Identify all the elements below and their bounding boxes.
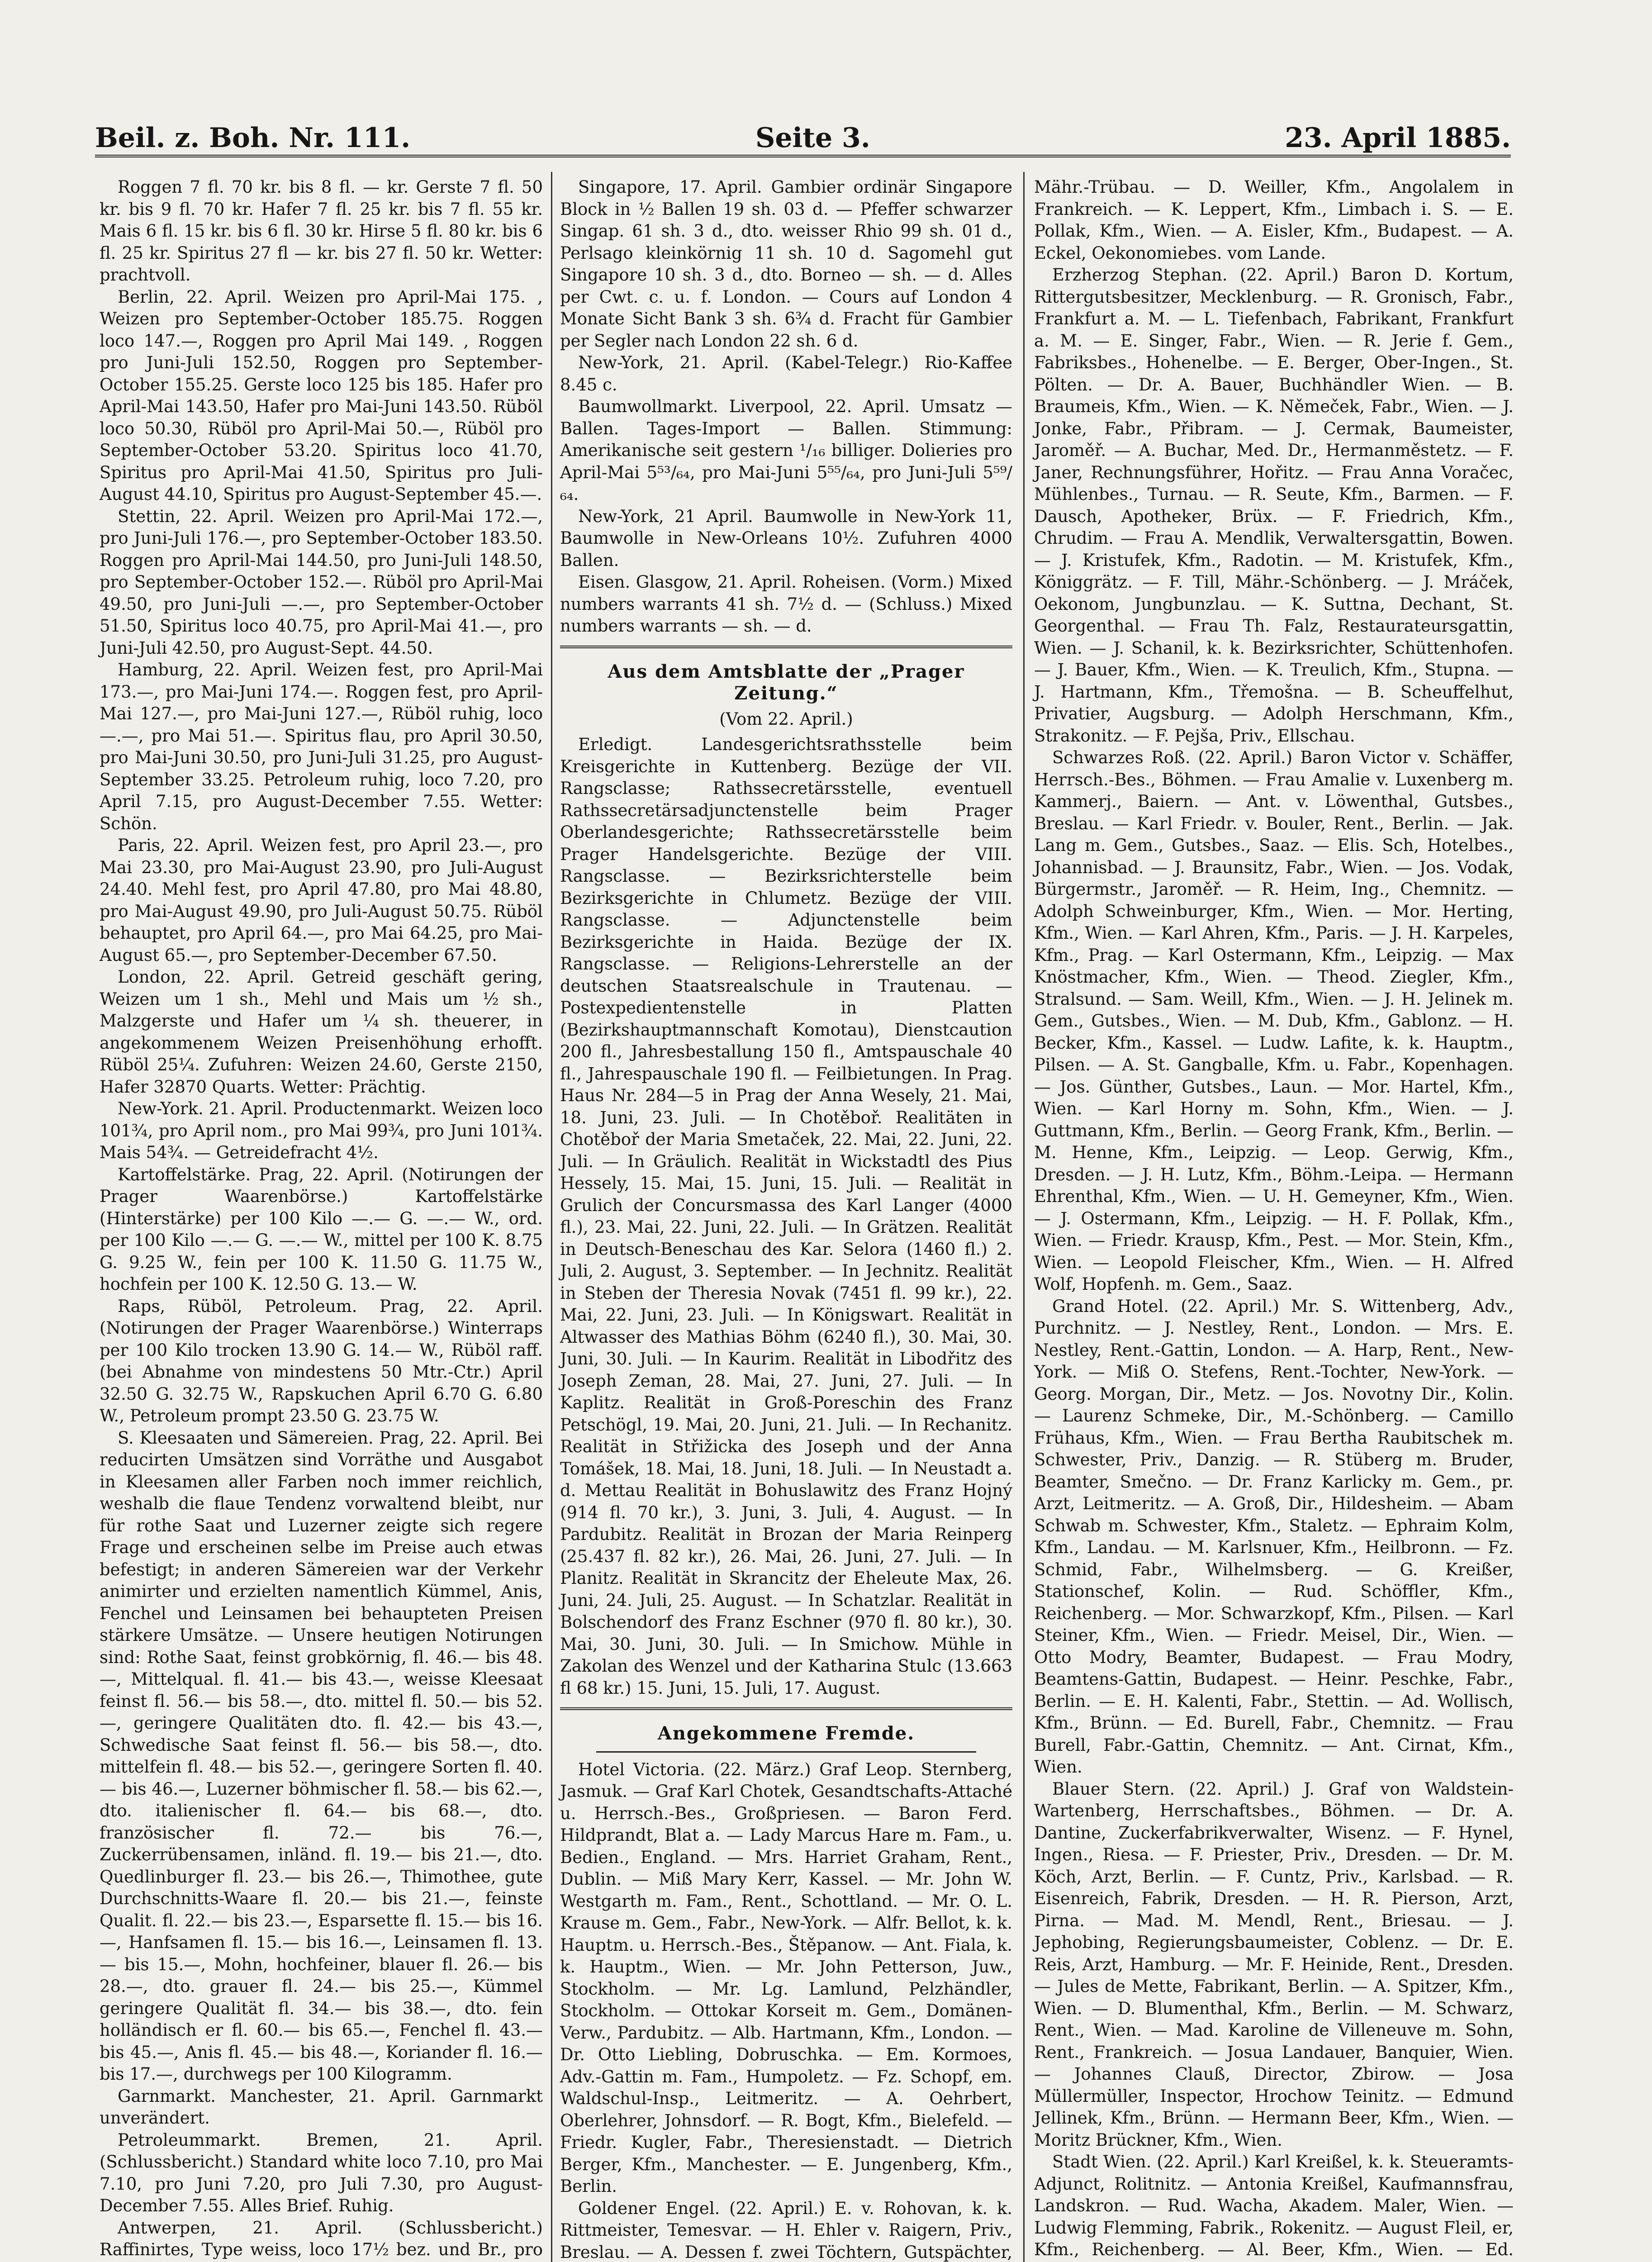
column-rule: [551, 172, 552, 2262]
page-number: Seite 3.: [755, 122, 870, 154]
market-paragraph: New-York, 21. April. (Kabel-Telegr.) Rio-Kaffee 8.45 c.: [560, 353, 1012, 394]
market-paragraph: London, 22. April. Getreid geschäft gering, Weizen um 1 sh., Mehl und Mais um ½ sh., Malzgerste und Hafer um ¼ sh. theuerer, in angekommenem Weizen Preisenhöhung erhofft. Rüböl 25¼. Zufuhren: Weizen 24.60, Gerste 2150, Hafer 32870 Quarts. Wetter: Prächtig.: [100, 967, 543, 1097]
heading-rule: [596, 1751, 976, 1753]
supplement-number: Beil. z. Boh. Nr. 111.: [95, 122, 411, 154]
market-paragraph: Berlin, 22. April. Weizen pro April-Mai 175. , Weizen pro September-October 185.75. Roggen loco 147.—, Roggen pro April Mai 149. , Roggen pro Juni-Juli 152.50, Roggen pro September-October 155.25. Gerste loco 125 bis 185. Hafer pro April-Mai 143.50, Hafer pro Mai-Juni 143.50. Rüböl loco 50.30, Rüböl pro April-Mai 50.—, Rüböl pro September-October 53.20. Spiritus loco 41.70, Spiritus pro April-Mai 41.50, Spiritus pro Juli-August 44.10, Spiritus pro August-September 45.—.: [100, 287, 543, 504]
market-paragraph: Stettin, 22. April. Weizen pro April-Mai 172.—, pro Juni-Juli 176.—, pro September-October 183.50. Roggen pro April-Mai 144.50, pro Juni-Juli 148.50, pro September-October 152.—. Rüböl pro April-Mai 49.50, pro Juni-Juli —.—, pro September-October 51.50, Spiritus loco 40.75, pro April-Mai 41.—, pro Juni-Juli 42.50, pro August-Sept. 44.50.: [100, 506, 543, 658]
column-rule: [1023, 172, 1025, 2262]
arrivals-heading: Angekommene Fremde.: [657, 1723, 915, 1744]
market-paragraph: Eisen. Glasgow, 21. April. Roheisen. (Vorm.) Mixed numbers warrants 41 sh. 7½ d. — (Schluss.) Mixed numbers warrants — sh. — d.: [560, 572, 1012, 636]
amtsblatt-paragraph: Erledigt. Landesgerichtsrathsstelle beim Kreisgerichte in Kuttenberg. Bezüge der VII. Rangsclasse; Rathssecretärsstelle, eventuell Rathssecretärsadjunctenstelle beim Prager Oberlandesgerichte; Rathssecretärsstelle beim Prager Handelsgerichte. Bezüge der VIII. Rangsclasse. — Bezirksrichterstelle beim Bezirksgerichte in Chlumetz. Bezüge der VIII. Rangsclasse. — Adjunctenstelle beim Bezirksgerichte in Haida. Bezüge der IX. Rangsclasse. — Religions-Lehrerstelle an der deutschen Staatsrealschule in Trautenau. — Postexpedientenstelle in Platten (Bezirkshauptmannschaft Komotau), Dienstcaution 200 fl., Jahresbestallung 150 fl., Amtspauschale 40 fl., Jahrespauschale 190 fl. — Feilbietungen. In Prag. Haus Nr. 284—5 in Prag der Anna Wesely, 21. Mai, 18. Juni, 23. Juli. — In Chotěboř. Realitäten in Chotěboř der Maria Smetaček, 22. Mai, 22. Juni, 22. Juli. — In Gräulich. Realität in Wickstadtl des Pius Hessely, 15. Mai, 15. Juni, 15. Juli. — Realität in Grulich der Concursmassa des Karl Langer (4000 fl.), 23. Mai, 22. Juni, 22. Juli. — In Grätzen. Realität in Deutsch-Beneschau des Kar. Selora (1460 fl.) 2. Juli, 2. August, 3. September. — In Jechnitz. Realität in Steben der Theresia Novak (7451 fl. 99 kr.), 22. Mai, 22. Juni, 23. Juli. — In Königswart. Realität in Altwasser des Mathias Böhm (6240 fl.), 30. Mai, 30. Juni, 30. Juli. — In Kaurim. Realität in Libodřitz des Joseph Zeman, 28. Mai, 27. Juni, 27. Juli. — In Kaplitz. Realität in Groß-Poreschin des Franz Petschögl, 19. Mai, 20. Juni, 21. Juli. — In Rechanitz. Realität in Střižicka des Joseph und der Anna Tomášek, 18. Mai, 18. Juni, 18. Juli. — In Neustadt a. d. Mettau Realität in Bohuslawitz des Franz Hojný (914 fl. 70 kr.), 3. Juni, 3. Juli, 4. August. — In Pardubitz. Realität in Brozan der Maria Reinperg (25.437 fl. 82 kr.), 26. Mai, 26. Juni, 27. Juli. — In Planitz. Realität in Skrancitz der Eheleute Max, 26. Juni, 24. Juli, 25. August. — In Schatzlar. Realität in Bolschendorf des Franz Eschner (970 fl. 80 kr.), 30. Mai, 30. Juni, 30. Juli. — In Smichow. Mühle in Zakolan des Wenzel und der Katharina Stulc (13.663 fl 68 kr.) 15. Juni, 15. Juli, 17. August.: [560, 735, 1012, 1698]
amtsblatt-heading: Aus dem Amtsblatte der „Prager Zeitung.“: [608, 661, 965, 704]
hotel-arrivals: Hotel Victoria. (22. März.) Graf Leop. Sternberg, Jasmuk. — Graf Karl Chotek, Gesandtschafts-Attaché u. Herrsch.-Bes., Großpriesen. — Baron Ferd. Hildprandt, Blat a. — Lady Marcus Hare m. Fam., u. Bedien., England. — Mrs. Harriet Graham, Rent., Dublin. — Miß Mary Kerr, Kassel. — Mr. John W. Westgarth m. Fam., Rent., Schottland. — Mr. O. L. Krause m. Gem., Fabr., New-York. — Alfr. Bellot, k. k. Hauptm. u. Herrsch.-Bes., Štěpanow. — Ant. Fiala, k. k. Hauptm., Wien. — Mr. John Petterson, Juw., Stockholm. — Mr. Lg. Lamlund, Pelzhändler, Stockholm. — Ottokar Korseit m. Gem., Domänen-Verw., Pardubitz. — Alb. Hartmann, Kfm., London. — Dr. Otto Liebling, Dobruschka. — Em. Kormoes, Adv.-Gattin m. Fam., Humpoletz. — Fz. Schopf, em. Waldschul-Insp., Leitmeritz. — A. Oehrbert, Oberlehrer, Johnsdorf. — R. Bogt, Kfm., Bielefeld. — Friedr. Kugler, Fabr., Theresienstadt. — Dietrich Berger, Kfm., Manchester. — E. Jungenberg, Kfm., Berlin.: [560, 1759, 1012, 2196]
hotel-arrivals: Stadt Wien. (22. April.) Karl Kreißel, k. k. Steueramts-Adjunct, Rolitnitz. — Antonia Kreißel, Kaufmannsfrau, Landskron. — Rud. Wacha, Akadem. Maler, Wien. — Ludwig Flemming, Fabrik., Rokenitz. — August Fleil, er, Kfm., Reichenberg. — Al. Beer, Kfm., Wien. — Ed.: [1034, 2152, 1514, 2259]
market-paragraph: Singapore, 17. April. Gambier ordinär Singapore Block in ½ Ballen 19 sh. 03 d. — Pfeffer schwarzer Singap. 61 sh. 3 d., dto. weisser Rhio 99 sh. 01 d., Perlsago kleinkörnig 11 sh. 10 d. Sagomehl gut Singapore 10 sh. 3 d., dto. Borneo — sh. — d. Alles per Cwt. c. u. f. London. — Cours auf London 4 Monate Sicht Bank 3 sh. 6¾ d. Fracht für Gambier per Segler nach London 22 sh. 6 d.: [560, 177, 1012, 351]
hotel-arrivals: Mähr.-Trübau. — D. Weiller, Kfm., Angolalem in Frankreich. — K. Leppert, Kfm., Limbach i. S. — E. Pollak, Kfm., Wien. — A. Eisler, Kfm., Budapest. — A. Eckel, Oekonomiebes. vom Lande.: [1034, 177, 1514, 263]
hotel-arrivals: Blauer Stern. (22. April.) J. Graf von Waldstein-Wartenberg, Herrschaftsbes., Böhmen. — Dr. A. Dantine, Zuckerfabrikverwalter, Wisenz. — F. Hynel, Ingen., Riesa. — F. Priester, Priv., Dresden. — Dr. M. Köch, Arzt, Berlin. — F. Cuntz, Priv., Karlsbad. — R. Eisenreich, Fabrik, Dresden. — H. R. Pierson, Arzt, Pirna. — Mad. M. Mendl, Rent., Briesau. — J. Jephobing, Regierungsbaumeister, Coblenz. — Dr. E. Reis, Arzt, Hamburg. — Mr. F. Heinide, Rent., Dresden. — Jules de Mette, Fabrikant, Berlin. — A. Spitzer, Kfm., Wien. — D. Blumenthal, Kfm., Berlin. — M. Schwarz, Rent., Wien. — Mad. Karoline de Villeneuve m. Sohn, Rent., Frankreich. — Josua Landauer, Banquier, Wien. — Johannes Clauß, Director, Zbirow. — Josa Müllermüller, Inspector, Hrochow Teinitz. — Edmund Jellinek, Kfm., Brünn. — Hermann Beer, Kfm., Wien. — Moritz Brückner, Kfm., Wien.: [1034, 1779, 1514, 2150]
market-paragraph: Raps, Rüböl, Petroleum. Prag, 22. April. (Notirungen der Prager Waarenbörse.) Winterraps per 100 Kilo trocken 13.90 G. 14.— W., Rüböl raff. (bei Abnahme von mindestens 50 Mtr.-Ctr.) April 32.50 G. 32.75 W., Rapskuchen April 6.70 G. 6.80 W., Petroleum prompt 23.50 G. 23.75 W.: [100, 1296, 543, 1426]
market-paragraph: New-York. 21. April. Productenmarkt. Weizen loco 101¾, pro April nom., pro Mai 99¾, pro Juni 101¾. Mais 54¾. — Getreidefracht 4½.: [100, 1099, 543, 1162]
market-paragraph: S. Kleesaaten und Sämereien. Prag, 22. April. Bei reducirten Umsätzen sind Vorräthe und Ausgabot in Kleesamen aller Farben noch immer reichlich, weshalb die flaue Tendenz vorwaltend bleibt, nur für rothe Saat und Luzerner zeigte sich regere Frage und erscheinen selbe im Preise auch etwas befestigt; in anderen Sämereien war der Verkehr animirter und erzielten namentlich Kümmel, Anis, Fenchel und Leinsamen bei behaupteten Preisen stärkere Umsätze. — Unsere heutigen Notirungen sind: Rothe Saat, feinst grobkörnig, fl. 46.— bis 48.—, Mittelqual. fl. 41.— bis 43.—, weisse Kleesaat feinst fl. 56.— bis 58.—, dto. mittel fl. 50.— bis 52.—, geringere Qualitäten dto. fl. 42.— bis 43.—, Schwedische Saat feinst fl. 56.— bis 58.—, dto. mittelfein fl. 48.— bis 52.—, geringere Sorten fl. 40.— bis 46.—, Luzerner böhmischer fl. 58.— bis 62.—, dto. italienischer fl. 64.— bis 68.—, dto. französischer fl. 72.— bis 76.—, Zuckerrübensamen, inländ. fl. 19.— bis 21.—, dto. Quedlinburger fl. 23.— bis 26.—, Thimothee, gute Durchschnitts-Waare fl. 20.— bis 21.—, feinste Qualit. fl. 22.— bis 23.—, Esparsette fl. 15.— bis 16.—, Hanfsamen fl. 15.— bis 16.—, Leinsamen fl. 13.— bis 15.—, Mohn, hochfeiner, blauer fl. 26.— bis 28.—, dto. grauer fl. 24.— bis 25.—, Kümmel geringere Qualität fl. 34.— bis 38.—, dto. fein holländisch er fl. 60.— bis 65.—, Fenchel fl. 43.— bis 45.—, Anis fl. 45.— bis 48.—, Koriander fl. 16.— bis 17.—, durchwegs per 100 Kilogramm.: [100, 1428, 543, 2084]
hotel-arrivals: Erzherzog Stephan. (22. April.) Baron D. Kortum, Rittergutsbesitzer, Mecklenburg. — R. Gronisch, Fabr., Frankfurt a. M. — L. Tiefenbach, Fabrikant, Frankfurt a. M. — E. Singer, Fabr., Wien. — R. Jerie f. Gem., Fabriksbes., Hohenelbe. — E. Berger, Ober-Ingen., St. Pölten. — Dr. A. Bauer, Buchhändler Wien. — B. Braumeis, Kfm., Wien. — K. Němeček, Fabr., Wien. — J. Jonke, Fabr., Přibram. — J. Cermak, Baumeister, Jaroměř. — A. Buchar, Med. Dr., Hermanměstetz. — F. Janer, Rechnungsführer, Hořitz. — Frau Anna Voračec, Mühlenbes., Turnau. — R. Seute, Kfm., Barmen. — F. Dausch, Apotheker, Brüx. — F. Friedrich, Kfm., Chrudim. — Frau A. Mendlik, Verwaltersgattin, Bowen. — J. Kristufek, Kfm., Radotin. — M. Kristufek, Kfm., Königgrätz. — F. Till, Mähr.-Schönberg. — J. Mráček, Oekonom, Jungbunzlau. — K. Suttna, Dechant, St. Georgenthal. — Frau Th. Falz, Restaurateursgattin, Wien. — J. Schanil, k. k. Bezirksrichter, Schüttenhofen. — J. Bauer, Kfm., Wien. — K. Treulich, Kfm., Stupna. — J. Hartmann, Kfm., Třemošna. — B. Scheuffelhut, Privatier, Augsburg. — Adolph Herschmann, Kfm., Strakonitz. — F. Pejša, Priv., Ellschau.: [1034, 265, 1514, 746]
market-paragraph: Roggen 7 fl. 70 kr. bis 8 fl. — kr. Gerste 7 fl. 50 kr. bis 9 fl. 70 kr. Hafer 7 fl. 25 kr. bis 7 fl. 55 kr. Mais 6 fl. 15 kr. bis 6 fl. 30 kr. Hirse 5 fl. 80 kr. bis 6 fl. 25 kr. Spiritus 27 fl — kr. bis 27 fl. 50 kr. Wetter: prachtvoll.: [100, 177, 543, 285]
issue-date: 23. April 1885.: [1285, 122, 1511, 154]
right-column: [1034, 176, 1514, 2262]
market-paragraph: Paris, 22. April. Weizen fest, pro April 23.—, pro Mai 23.30, pro Mai-August 23.90, pro Juli-August 24.40. Mehl fest, pro April 47.80, pro Mai 48.80, pro Mai-August 49.90, pro Juli-August 50.75. Rüböl behauptet, pro April 64.—, pro Mai 64.25, pro Mai-August 65.—, pro September-December 67.50.: [100, 836, 543, 965]
market-paragraph: Garnmarkt. Manchester, 21. April. Garnmarkt unverändert.: [100, 2086, 543, 2128]
page-header: [95, 119, 1511, 157]
market-paragraph: New-York, 21 April. Baumwolle in New-York 11, Baumwolle in New-Orleans 10½. Zufuhren 4000 Ballen.: [560, 506, 1012, 570]
hotel-arrivals: Schwarzes Roß. (22. April.) Baron Victor v. Schäffer, Herrsch.-Bes., Böhmen. — Frau Amalie v. Luxenberg m. Kammerj., Baiern. — Ant. v. Löwenthal, Gutsbes., Breslau. — Karl Friedr. v. Bouler, Rent., Berlin. — Jak. Lang m. Gem., Gutsbes., Saaz. — Elis. Sch, Hotelbes., Johannisbad. — J. Braunsitz, Fabr., Wien. — Jos. Vodak, Bürgermstr., Jaroměř. — R. Heim, Ing., Chemnitz. — Adolph Schweinburger, Kfm., Wien. — Mor. Herting, Kfm., Wien. — Karl Ahren, Kfm., Paris. — J. H. Karpeles, Kfm., Prag. — Karl Ostermann, Kfm., Leipzig. — Max Knöstmacher, Kfm., Wien. — Theod. Ziegler, Kfm., Stralsund. — Sam. Weill, Kfm., Wien. — J. H. Jelinek m. Gem., Gutsbes., Wien. — M. Dub, Kfm., Gablonz. — H. Becker, Kfm., Kassel. — Ludw. Lafite, k. k. Hauptm., Pilsen. — A. St. Gangballe, Kfm. u. Fabr., Kopenhagen. — Jos. Günther, Gutsbes., Laun. — Mor. Hartel, Kfm., Wien. — Karl Horny m. Sohn, Kfm., Wien. — J. Guttmann, Kfm., Berlin. — Georg Frank, Kfm., Berlin. — M. Henne, Kfm., Leipzig. — Leop. Gerwig, Kfm., Dresden. — J. H. Lutz, Kfm., Böhm.-Leipa. — Hermann Ehrenthal, Kfm., Wien. — U. H. Gemeyner, Kfm., Wien. — J. Ostermann, Kfm., Leipzig. — H. F. Pollak, Kfm., Wien. — Friedr. Krausp, Kfm., Pest. — Mor. Stein, Kfm., Wien. — Leopold Fleischer, Kfm., Wien. — H. Alfred Wolf, Hopfenh. m. Gem., Saaz.: [1034, 748, 1514, 1294]
market-paragraph: Baumwollmarkt. Liverpool, 22. April. Umsatz — Ballen. Tages-Import — Ballen. Stimmung: Amerikanische seit gestern ¹/₁₆ billiger. Dolieries pro April-Mai 5⁵³/₆₄, pro Mai-Juni 5⁵⁵/₆₄, pro Juni-Juli 5⁵⁹/₆₄.: [560, 397, 1012, 504]
hotel-arrivals: Grand Hotel. (22. April.) Mr. S. Wittenberg, Adv., Purchnitz. — J. Nestley, Rent., London. — Mrs. E. Nestley, Rent.-Gattin, London. — A. Harp, Rent., New-York. — Miß O. Stefens, Rent.-Tochter, New-York. — Georg. Morgan, Dir., Metz. — Jos. Novotny Dir., Kolin. — Laurenz Schmeke, Dir., M.-Schönberg. — Camillo Frühaus, Kfm., Wien. — Frau Bertha Raubitschek m. Schwester, Priv., Danzig. — R. Stüberg m. Bruder, Beamter, Smečno. — Dr. Franz Karlicky m. Gem., pr. Arzt, Leitmeritz. — A. Groß, Dir., Hildesheim. — Abam Schwab m. Schwester, Kfm., Staletz. — Ephraim Kolm, Kfm., Landau. — M. Karlsnuer, Kfm., Heilbronn. — Fz. Schmid, Fabr., Wilhelmsberg. — G. Kreißer, Stationschef, Kolin. — Rud. Schöffler, Kfm., Reichenberg. — Mor. Schwarzkopf, Kfm., Pilsen. — Karl Steiner, Kfm., Wien. — Friedr. Meisel, Dir., Wien. — Otto Modry, Beamter, Budapest. — Frau Modry, Beamtens-Gattin, Budapest. — Heinr. Peschke, Fabr., Berlin. — E. H. Kalenti, Fabr., Stettin. — Ad. Wollisch, Kfm., Brünn. — Ed. Burell, Fabr., Chemnitz. — Frau Burell, Fabr.-Gattin, Chemnitz. — Ant. Cirnat, Kfm., Wien.: [1034, 1296, 1514, 1777]
market-paragraph: Hamburg, 22. April. Weizen fest, pro April-Mai 173.—, pro Mai-Juni 174.—. Roggen fest, pro April-Mai 127.—, pro Mai-Juni 127.—, Rüböl ruhig, loco —.—, pro Mai 51.—. Spiritus flau, pro April 30.50, pro Mai-Juni 30.50, pro Juni-Juli 31.25, pro August-September 33.25. Petroleum ruhig, loco 7.20, pro April 7.15, pro August-December 7.55. Wetter: Schön.: [100, 660, 543, 833]
market-reports-column: [100, 176, 543, 2262]
market-paragraph: Petroleummarkt. Bremen, 21. April. (Schlussbericht.) Standard white loco 7.10, pro Mai 7.10, pro Juni 7.20, pro Juli 7.30, pro August-December 7.55. Alles Brief. Ruhig.: [100, 2130, 543, 2215]
hotel-arrivals: Goldener Engel. (22. April.) E. v. Rohovan, k. k. Rittmeister, Temesvar. — H. Ehler v. Raigern, Priv., Breslau. — A. Dessen f. zwei Töchtern, Gutspächter,: [560, 2198, 1012, 2262]
section-divider: [560, 1707, 1012, 1710]
market-paragraph: Kartoffelstärke. Prag, 22. April. (Notirungen der Prager Waarenbörse.) Kartoffelstärke (Hinterstärke) per 100 Kilo —.— G. —.— W., ord. per 100 Kilo —.— G. —.— W., mittel per 100 K. 8.75 G. 9.25 W., fein per 100 K. 11.50 G. 11.75 W., hochfein per 100 K. 12.50 G. 13.— W.: [100, 1164, 543, 1294]
market-paragraph: Antwerpen, 21. April. (Schlussbericht.) Raffinirtes, Type weiss, loco 17½ bez. und Br., pro: [100, 2218, 543, 2259]
section-divider: [560, 646, 1012, 648]
middle-column: [560, 176, 1012, 2262]
amtsblatt-date: (Vom 22. April.): [719, 709, 853, 729]
